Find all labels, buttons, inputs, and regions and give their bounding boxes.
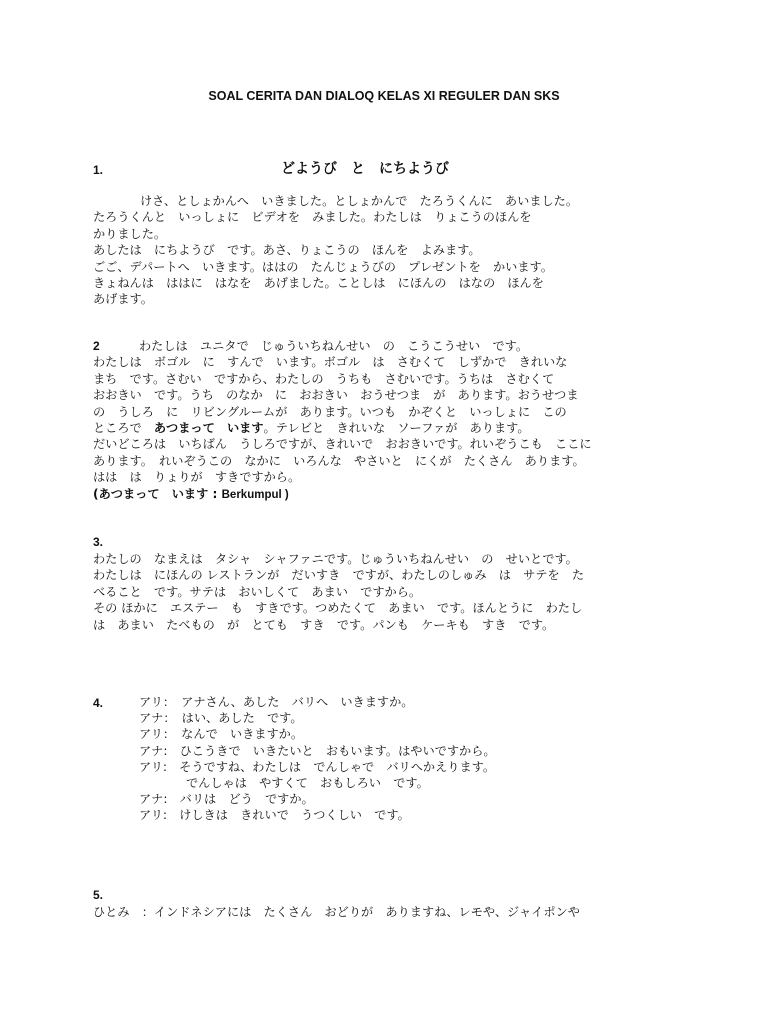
note-indonesian: Berkumpul ) xyxy=(221,488,289,501)
paragraph-line: おおきい です。うち のなか に おおきい おうせつま が あります。おうせつま xyxy=(93,388,579,403)
dialog-line: アナ: ひこうきで いきたいと おもいます。はやいですから。 xyxy=(139,743,496,758)
paragraph-line: だいどころは いちばん うしろですが、きれいで おおきいです。れいぞうこも ここに xyxy=(93,437,592,452)
dialog-line: アナ: バリは どう ですか。 xyxy=(139,792,314,807)
document-title: SOAL CERITA DAN DIALOQ KELAS XI REGULER DAN SKS xyxy=(208,89,560,103)
paragraph-line: きょねんは ははに はなを あげました。ことしは にほんの はなの ほんを xyxy=(93,275,544,290)
paragraph-line: わたしの なまえは タシャ シャファニです。じゅういちねんせい の せいとです。 xyxy=(93,552,578,566)
dialog-line: でんしゃは やすくて おもしろい です。 xyxy=(186,775,429,790)
section-3-number: 3. xyxy=(93,535,104,549)
dialog-line: アリ： なんで いきますか。 xyxy=(139,727,304,742)
section-5-number: 5. xyxy=(93,888,104,902)
section-2-text xyxy=(93,338,683,502)
paragraph-line: あしたは にちようび です。あさ、りょこうの ほんを よみます。 xyxy=(93,243,481,258)
paragraph-line: わたしは ボゴル に すんで います。ボゴル は さむくて しずかで きれいな xyxy=(93,355,568,370)
paragraph-line xyxy=(93,338,683,354)
bold-phrase: あつまって います xyxy=(153,420,264,435)
paragraph-line: その ほかに エステー も すきです。つめたくて あまい です。ほんとうに わたし xyxy=(93,601,583,616)
paragraph-text: ところで xyxy=(93,420,154,435)
dialog-line: アナ： はい、あした です。 xyxy=(139,711,303,726)
section-4-dialog xyxy=(139,694,679,824)
paragraph-line: ひとみ ：インドネシアには たくさん おどりが ありますね、レモや、ジャイポンや xyxy=(93,905,580,919)
paragraph-line: まち です。さむい ですから、わたしの うちも さむいです。うちは さむくて xyxy=(93,371,555,386)
note-japanese: (あつまって います : xyxy=(93,486,222,501)
vocabulary-note xyxy=(93,486,683,502)
dialog-line: アリ: けしきは きれいで うつくしい です。 xyxy=(139,808,410,823)
paragraph-line: べること です。サテは おいしくて あまい ですから。 xyxy=(93,584,422,599)
paragraph-text: わたしは ユニタで じゅういちねんせい の こうこうせい です。 xyxy=(139,339,529,353)
section-1-heading: どようび と にちようび xyxy=(281,161,449,177)
paragraph-line: あげます。 xyxy=(93,292,153,307)
paragraph-line: の うしろ に リビングルームが あります。いつも かぞくと いっしょに この xyxy=(93,404,567,419)
section-4-number: 4. xyxy=(93,696,104,710)
paragraph-line: けさ、としょかんへ いきました。としょかんで たろうくんに あいました。 xyxy=(140,194,579,208)
section-1-number: 1. xyxy=(93,163,104,177)
paragraph-line: かりました。 xyxy=(93,226,167,241)
dialog-line: アリ: そうですね、わたしは でんしゃで バリへかえります。 xyxy=(139,759,496,774)
dialog-line: アリ： アナさん、あした バリへ いきますか。 xyxy=(139,695,414,709)
paragraph-line xyxy=(93,420,683,436)
paragraph-line: はは は りょりが すきですから。 xyxy=(93,470,301,485)
paragraph-line: たろうくんと いっしょに ビデオを みました。わたしは りょこうのほんを xyxy=(93,210,532,225)
paragraph-line: あります。 れいぞうこの なかに いろんな やさいと にくが たくさん あります。 xyxy=(93,453,585,468)
section-3-text xyxy=(93,551,683,633)
section-1-text xyxy=(93,193,683,308)
section-2-number: 2 xyxy=(93,339,100,353)
paragraph-line: わたしは にほんの レストランが だいすき ですが、わたしのしゅみ は サテを た xyxy=(93,568,585,583)
paragraph-line: は あまい たべもの が とても すき です。パンも ケーキも すき です。 xyxy=(93,617,555,632)
paragraph-text: 。テレビと きれいな ソーファが あります。 xyxy=(263,420,530,435)
section-5-text xyxy=(93,904,683,920)
paragraph-line: ごご、デパートへ いきます。ははの たんじょうびの プレゼントを かいます。 xyxy=(93,259,553,274)
